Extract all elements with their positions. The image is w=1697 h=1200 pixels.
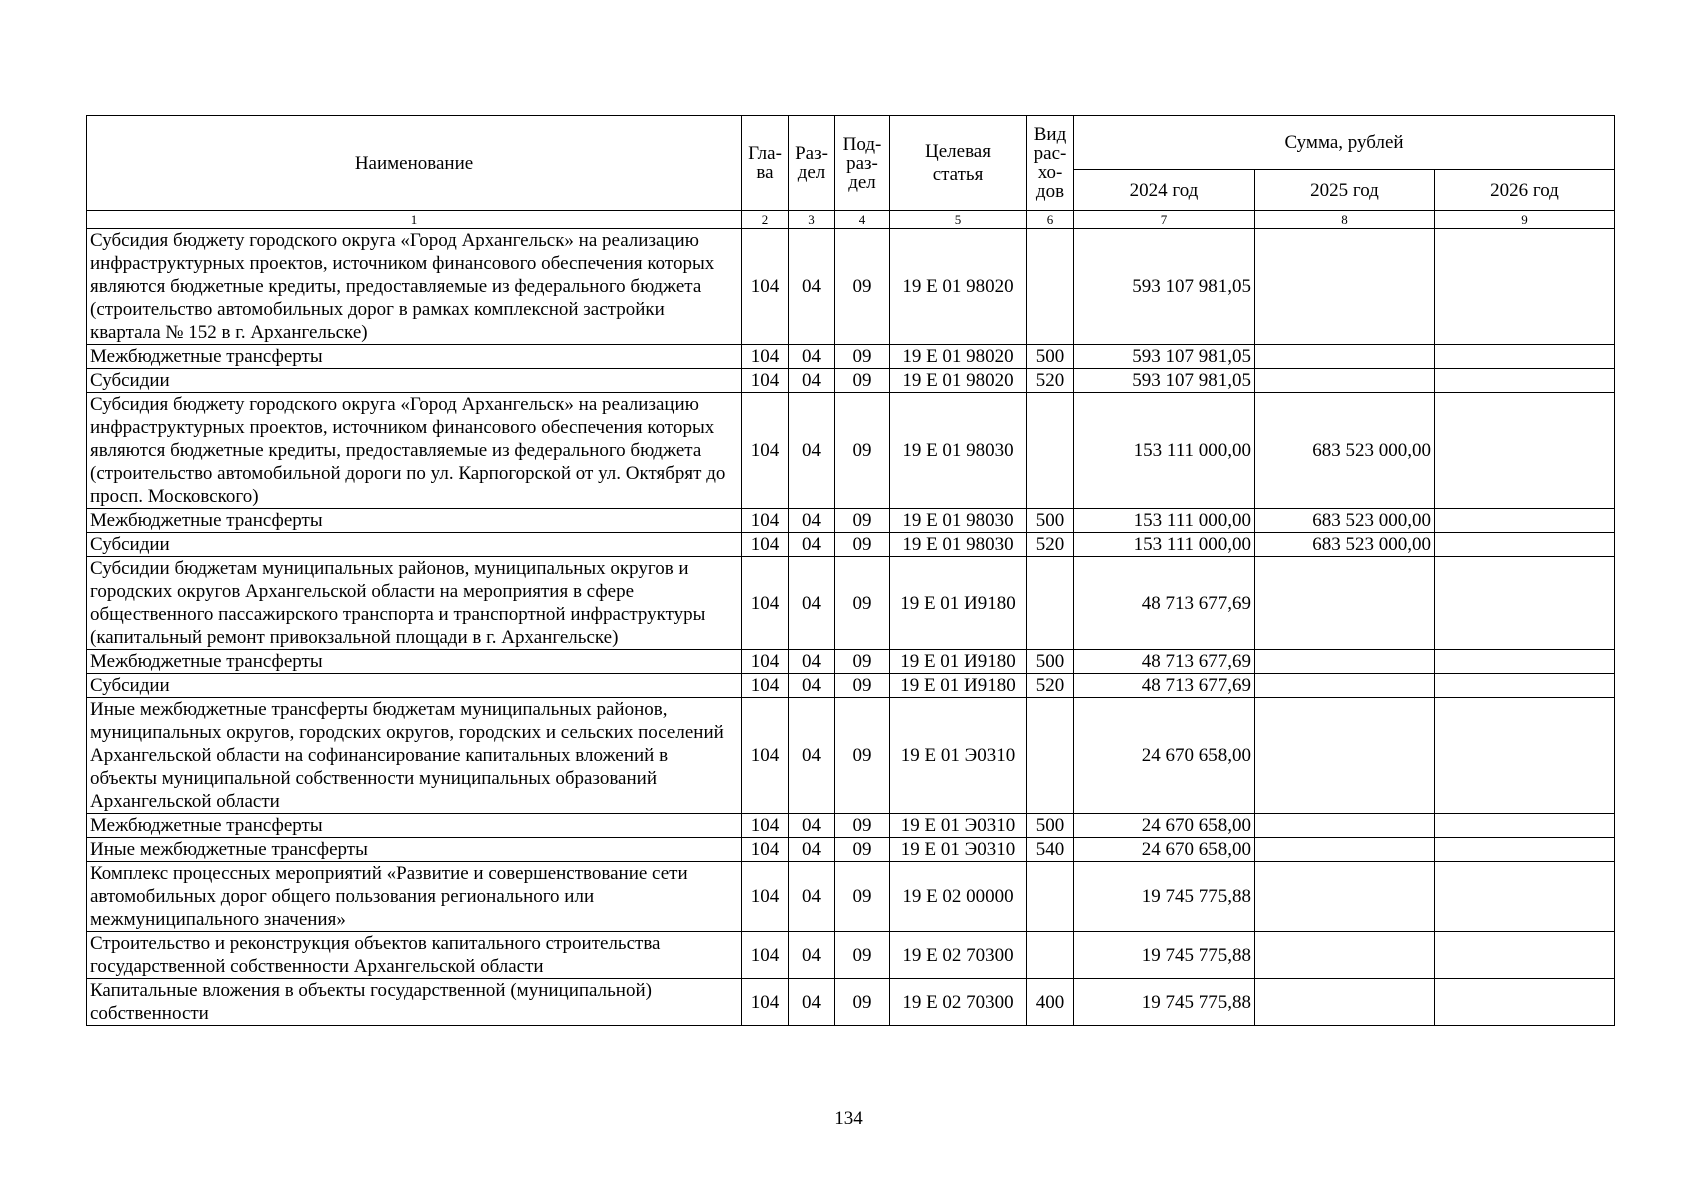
header-razdel: Раз- дел — [789, 116, 835, 211]
row-razdel: 04 — [789, 509, 835, 533]
row-glava: 104 — [742, 814, 789, 838]
row-sum-2024: 593 107 981,05 — [1074, 229, 1255, 345]
row-sum-2025 — [1255, 838, 1435, 862]
row-sum-2025 — [1255, 979, 1435, 1026]
row-sum-2026 — [1435, 393, 1615, 509]
row-sum-2024: 153 111 000,00 — [1074, 509, 1255, 533]
table-row — [87, 369, 1615, 393]
row-name: Субсидии — [87, 533, 742, 557]
row-podrazdel: 09 — [835, 932, 890, 979]
row-razdel: 04 — [789, 557, 835, 650]
row-razdel: 04 — [789, 393, 835, 509]
row-glava: 104 — [742, 932, 789, 979]
header-2026: 2026 год — [1435, 170, 1615, 211]
row-name: Субсидии — [87, 369, 742, 393]
row-podrazdel: 09 — [835, 393, 890, 509]
row-razdel: 04 — [789, 650, 835, 674]
table-row — [87, 650, 1615, 674]
row-sum-2024: 153 111 000,00 — [1074, 533, 1255, 557]
row-vid-rashodov — [1027, 229, 1074, 345]
table-row — [87, 698, 1615, 814]
row-sum-2024: 19 745 775,88 — [1074, 979, 1255, 1026]
row-celevaya-statya: 19 Е 01 Э0310 — [890, 698, 1027, 814]
row-sum-2026 — [1435, 229, 1615, 345]
row-glava: 104 — [742, 838, 789, 862]
row-sum-2025 — [1255, 698, 1435, 814]
row-sum-2026 — [1435, 814, 1615, 838]
table-row — [87, 533, 1615, 557]
row-vid-rashodov: 500 — [1027, 509, 1074, 533]
column-number: 6 — [1027, 211, 1074, 229]
column-number: 4 — [835, 211, 890, 229]
row-sum-2026 — [1435, 533, 1615, 557]
column-number: 7 — [1074, 211, 1255, 229]
column-number: 1 — [87, 211, 742, 229]
row-vid-rashodov: 500 — [1027, 650, 1074, 674]
row-podrazdel: 09 — [835, 509, 890, 533]
row-sum-2025 — [1255, 674, 1435, 698]
row-vid-rashodov: 520 — [1027, 533, 1074, 557]
row-celevaya-statya: 19 Е 02 70300 — [890, 932, 1027, 979]
row-podrazdel: 09 — [835, 979, 890, 1026]
table-row — [87, 932, 1615, 979]
header-2024: 2024 год — [1074, 170, 1255, 211]
row-vid-rashodov: 500 — [1027, 814, 1074, 838]
row-sum-2025 — [1255, 650, 1435, 674]
row-glava: 104 — [742, 557, 789, 650]
row-razdel: 04 — [789, 698, 835, 814]
row-vid-rashodov: 520 — [1027, 369, 1074, 393]
row-sum-2024: 19 745 775,88 — [1074, 932, 1255, 979]
column-number: 5 — [890, 211, 1027, 229]
table-row — [87, 557, 1615, 650]
row-vid-rashodov — [1027, 393, 1074, 509]
row-sum-2025: 683 523 000,00 — [1255, 393, 1435, 509]
row-glava: 104 — [742, 650, 789, 674]
row-podrazdel: 09 — [835, 345, 890, 369]
row-sum-2025 — [1255, 814, 1435, 838]
row-name: Капитальные вложения в объекты государственной (муниципальной) собственности — [87, 979, 742, 1026]
row-celevaya-statya: 19 Е 01 98030 — [890, 393, 1027, 509]
row-sum-2024: 593 107 981,05 — [1074, 345, 1255, 369]
row-name: Субсидии — [87, 674, 742, 698]
row-celevaya-statya: 19 Е 01 Э0310 — [890, 838, 1027, 862]
table-row — [87, 229, 1615, 345]
header-celevaya-statya: Целевая статья — [890, 116, 1027, 211]
header-podrazdel: Под- раз- дел — [835, 116, 890, 211]
table-row — [87, 674, 1615, 698]
row-vid-rashodov — [1027, 862, 1074, 932]
row-sum-2026 — [1435, 862, 1615, 932]
table-row — [87, 862, 1615, 932]
row-podrazdel: 09 — [835, 650, 890, 674]
header-glava: Гла- ва — [742, 116, 789, 211]
row-sum-2026 — [1435, 698, 1615, 814]
row-sum-2024: 153 111 000,00 — [1074, 393, 1255, 509]
row-name: Межбюджетные трансферты — [87, 345, 742, 369]
row-sum-2024: 48 713 677,69 — [1074, 674, 1255, 698]
row-glava: 104 — [742, 698, 789, 814]
row-sum-2026 — [1435, 932, 1615, 979]
row-name: Межбюджетные трансферты — [87, 509, 742, 533]
row-sum-2026 — [1435, 509, 1615, 533]
table-row — [87, 979, 1615, 1026]
row-celevaya-statya: 19 Е 01 Э0310 — [890, 814, 1027, 838]
row-sum-2026 — [1435, 557, 1615, 650]
row-sum-2026 — [1435, 979, 1615, 1026]
page-number: 134 — [834, 1108, 863, 1129]
row-podrazdel: 09 — [835, 698, 890, 814]
header-name: Наименование — [87, 116, 742, 211]
row-sum-2025 — [1255, 345, 1435, 369]
row-name: Иные межбюджетные трансферты — [87, 838, 742, 862]
row-celevaya-statya: 19 Е 01 98020 — [890, 369, 1027, 393]
row-sum-2026 — [1435, 650, 1615, 674]
row-sum-2026 — [1435, 369, 1615, 393]
table-row — [87, 814, 1615, 838]
row-sum-2024: 24 670 658,00 — [1074, 838, 1255, 862]
row-glava: 104 — [742, 369, 789, 393]
row-razdel: 04 — [789, 369, 835, 393]
row-glava: 104 — [742, 533, 789, 557]
row-vid-rashodov: 540 — [1027, 838, 1074, 862]
row-name: Межбюджетные трансферты — [87, 650, 742, 674]
row-podrazdel: 09 — [835, 533, 890, 557]
row-podrazdel: 09 — [835, 674, 890, 698]
row-glava: 104 — [742, 345, 789, 369]
row-podrazdel: 09 — [835, 557, 890, 650]
row-sum-2024: 19 745 775,88 — [1074, 862, 1255, 932]
row-name: Комплекс процессных мероприятий «Развитие и совершенствование сети автомобильных дорог общего пользования регионального или межмуниципального значения» — [87, 862, 742, 932]
table-body — [87, 229, 1615, 1026]
column-number: 9 — [1435, 211, 1615, 229]
row-vid-rashodov — [1027, 557, 1074, 650]
table-row — [87, 345, 1615, 369]
column-number-row — [87, 211, 1615, 229]
row-sum-2025 — [1255, 932, 1435, 979]
row-razdel: 04 — [789, 838, 835, 862]
row-sum-2024: 48 713 677,69 — [1074, 650, 1255, 674]
row-sum-2025: 683 523 000,00 — [1255, 533, 1435, 557]
row-sum-2026 — [1435, 345, 1615, 369]
row-vid-rashodov — [1027, 698, 1074, 814]
header-vid-rashodov: Вид рас- хо- дов — [1027, 116, 1074, 211]
column-number: 3 — [789, 211, 835, 229]
row-vid-rashodov — [1027, 932, 1074, 979]
row-celevaya-statya: 19 Е 02 00000 — [890, 862, 1027, 932]
row-sum-2024: 24 670 658,00 — [1074, 814, 1255, 838]
row-name: Субсидия бюджету городского округа «Город Архангельск» на реализацию инфраструктурных проектов, источником финансового обеспечения которых являются бюджетные кредиты, предоставляемые из федерального бюджета (строительство автомобильных дорог в рамках комплексной застройки квартала № 152 в г. Архангельске) — [87, 229, 742, 345]
row-celevaya-statya: 19 Е 01 98020 — [890, 229, 1027, 345]
row-vid-rashodov: 500 — [1027, 345, 1074, 369]
row-name: Межбюджетные трансферты — [87, 814, 742, 838]
row-glava: 104 — [742, 509, 789, 533]
budget-table — [86, 115, 1615, 1026]
row-vid-rashodov: 400 — [1027, 979, 1074, 1026]
row-celevaya-statya: 19 Е 01 И9180 — [890, 650, 1027, 674]
row-sum-2024: 48 713 677,69 — [1074, 557, 1255, 650]
row-razdel: 04 — [789, 814, 835, 838]
row-glava: 104 — [742, 229, 789, 345]
row-sum-2024: 24 670 658,00 — [1074, 698, 1255, 814]
row-glava: 104 — [742, 393, 789, 509]
row-razdel: 04 — [789, 345, 835, 369]
row-celevaya-statya: 19 Е 01 И9180 — [890, 557, 1027, 650]
row-razdel: 04 — [789, 932, 835, 979]
row-vid-rashodov: 520 — [1027, 674, 1074, 698]
row-celevaya-statya: 19 Е 01 98030 — [890, 533, 1027, 557]
row-name: Субсидия бюджету городского округа «Город Архангельск» на реализацию инфраструктурных проектов, источником финансового обеспечения которых являются бюджетные кредиты, предоставляемые из федерального бюджета (строительство автомобильной дороги по ул. Карпогорской от ул. Октябрят до просп. Московского) — [87, 393, 742, 509]
row-sum-2025 — [1255, 369, 1435, 393]
column-number: 2 — [742, 211, 789, 229]
row-sum-2024: 593 107 981,05 — [1074, 369, 1255, 393]
row-celevaya-statya: 19 Е 01 98030 — [890, 509, 1027, 533]
row-celevaya-statya: 19 Е 02 70300 — [890, 979, 1027, 1026]
row-razdel: 04 — [789, 979, 835, 1026]
header-2025: 2025 год — [1255, 170, 1435, 211]
table-row — [87, 393, 1615, 509]
row-glava: 104 — [742, 674, 789, 698]
row-sum-2025 — [1255, 229, 1435, 345]
table-row — [87, 509, 1615, 533]
row-podrazdel: 09 — [835, 862, 890, 932]
row-razdel: 04 — [789, 229, 835, 345]
column-number: 8 — [1255, 211, 1435, 229]
row-sum-2025 — [1255, 862, 1435, 932]
row-podrazdel: 09 — [835, 814, 890, 838]
row-sum-2026 — [1435, 838, 1615, 862]
row-podrazdel: 09 — [835, 369, 890, 393]
row-name: Субсидии бюджетам муниципальных районов, муниципальных округов и городских округов Архангельской области на мероприятия в сфере общественного пассажирского транспорта и транспортной инфраструктуры (капитальный ремонт привокзальной площади в г. Архангельске) — [87, 557, 742, 650]
row-name: Строительство и реконструкция объектов капитального строительства государственной собственности Архангельской области — [87, 932, 742, 979]
row-razdel: 04 — [789, 533, 835, 557]
row-podrazdel: 09 — [835, 838, 890, 862]
row-podrazdel: 09 — [835, 229, 890, 345]
table-row — [87, 838, 1615, 862]
row-name: Иные межбюджетные трансферты бюджетам муниципальных районов, муниципальных округов, городских округов, городских и сельских поселений Архангельской области на софинансирование капитальных вложений в объекты муниципальной собственности муниципальных образований Архангельской области — [87, 698, 742, 814]
row-glava: 104 — [742, 862, 789, 932]
row-razdel: 04 — [789, 674, 835, 698]
row-celevaya-statya: 19 Е 01 И9180 — [890, 674, 1027, 698]
row-sum-2025: 683 523 000,00 — [1255, 509, 1435, 533]
header-summa: Сумма, рублей — [1074, 116, 1615, 170]
row-glava: 104 — [742, 979, 789, 1026]
row-sum-2026 — [1435, 674, 1615, 698]
row-razdel: 04 — [789, 862, 835, 932]
row-sum-2025 — [1255, 557, 1435, 650]
row-celevaya-statya: 19 Е 01 98020 — [890, 345, 1027, 369]
